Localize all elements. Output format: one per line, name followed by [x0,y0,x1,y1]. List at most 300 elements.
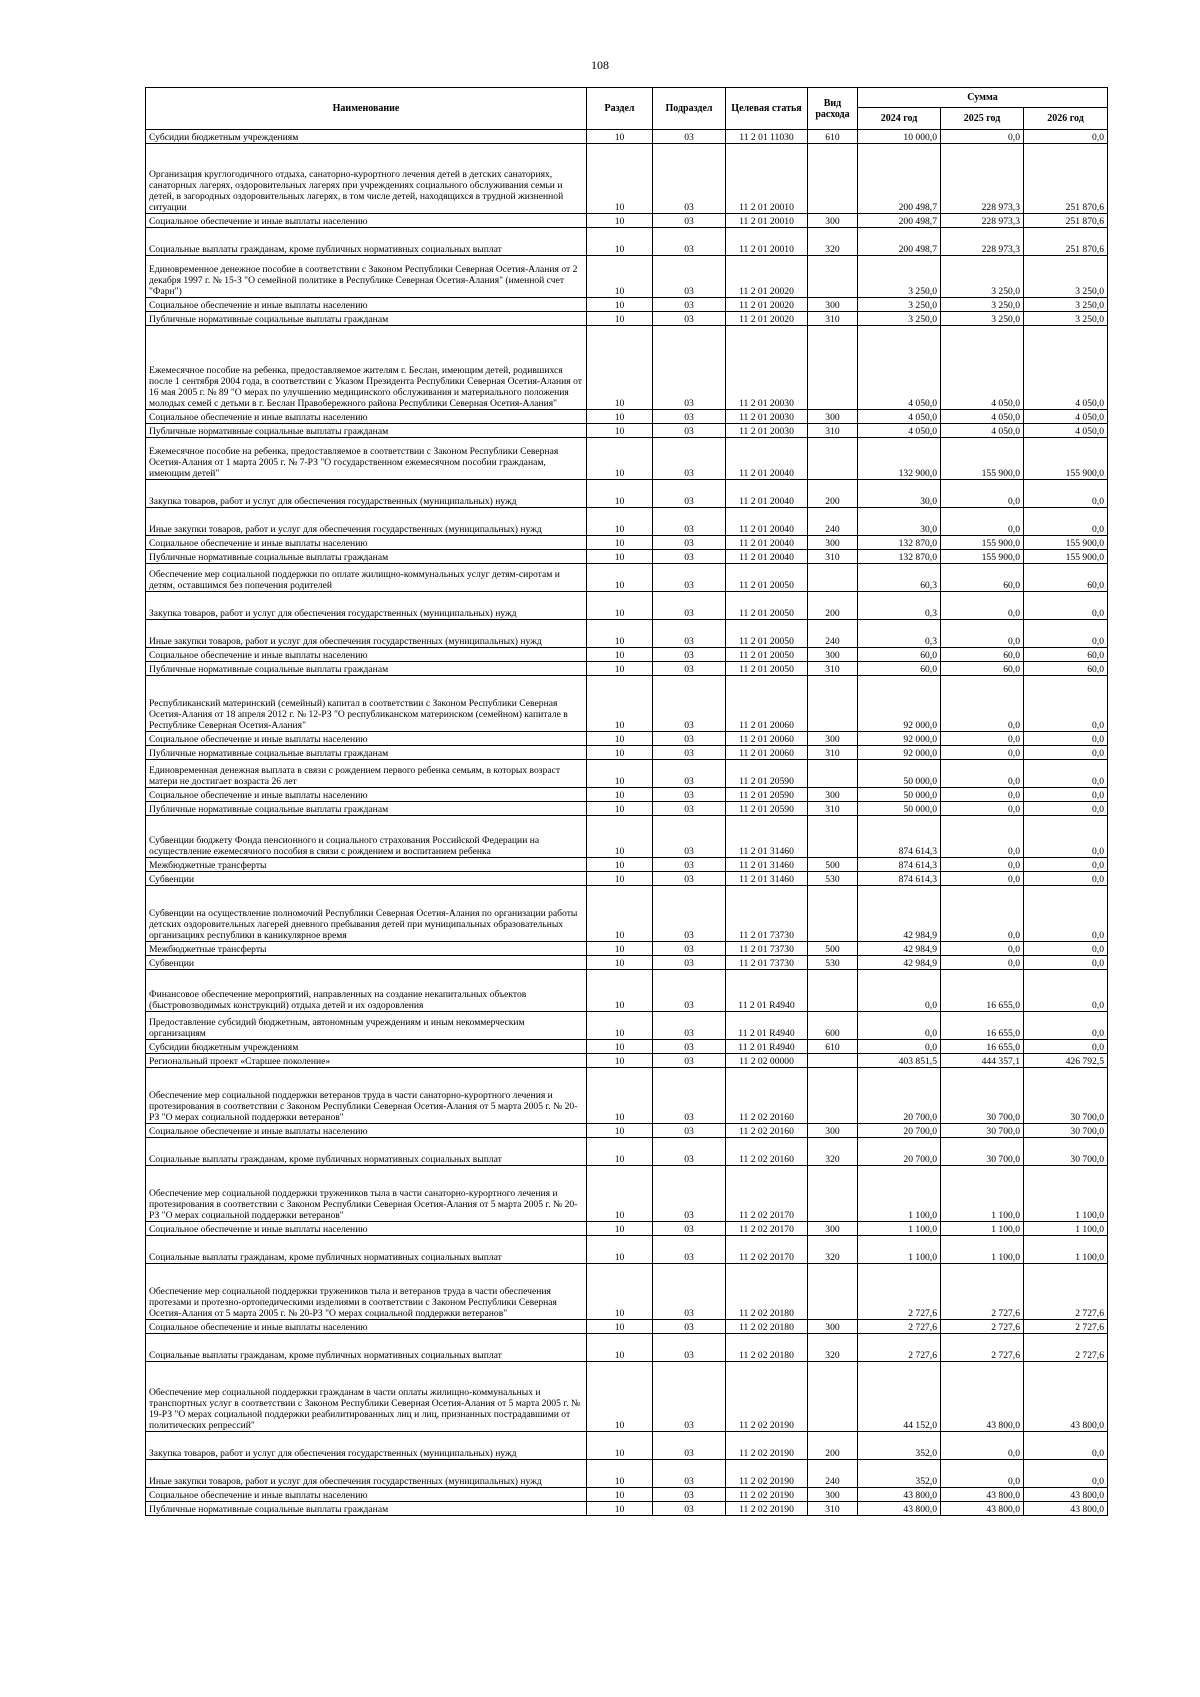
cell-target-article: 11 2 01 20590 [726,788,808,802]
cell-name: Обеспечение мер социальной поддержки тружеников тыла и ветеранов труда в части обеспечения протезами и протезно-ортопедическими изделиями в соответствии с Законом Республики Северная Осетия-Алания от 5 марта 2005 г. № 20-РЗ "О мерах социальной поддержки ветеранов" [146,1264,587,1320]
cell-expense-type: 300 [808,214,858,228]
cell-section: 10 [587,1502,653,1516]
cell-2024: 20 700,0 [858,1138,941,1166]
table-row [146,564,1108,592]
cell-target-article: 11 2 01 R4940 [726,1012,808,1040]
cell-name: Публичные нормативные социальные выплаты гражданам [146,550,587,564]
cell-2024: 10 000,0 [858,130,941,144]
cell-section: 10 [587,312,653,326]
cell-2024: 60,0 [858,662,941,676]
cell-2025: 1 100,0 [941,1236,1024,1264]
cell-2026: 43 800,0 [1024,1362,1108,1432]
cell-subsection: 03 [653,312,726,326]
cell-subsection: 03 [653,410,726,424]
header-expense-type: Вид расхода [808,88,858,130]
cell-expense-type [808,564,858,592]
cell-2026: 426 792,5 [1024,1054,1108,1068]
cell-section: 10 [587,214,653,228]
cell-name: Социальное обеспечение и иные выплаты населению [146,298,587,312]
cell-2025: 3 250,0 [941,256,1024,298]
cell-subsection: 03 [653,326,726,410]
cell-2024: 50 000,0 [858,760,941,788]
cell-2026: 43 800,0 [1024,1502,1108,1516]
table-row [146,788,1108,802]
cell-2024: 132 870,0 [858,536,941,550]
table-row [146,676,1108,732]
table-row [146,480,1108,508]
cell-target-article: 11 2 01 20010 [726,228,808,256]
cell-expense-type: 610 [808,1040,858,1054]
cell-name: Субвенции бюджету Фонда пенсионного и социального страхования Российской Федерации на осуществление ежемесячного пособия в связи с рождением и воспитанием ребенка [146,816,587,858]
cell-2026: 0,0 [1024,802,1108,816]
cell-section: 10 [587,480,653,508]
cell-subsection: 03 [653,1488,726,1502]
cell-target-article: 11 2 02 20160 [726,1138,808,1166]
cell-expense-type: 320 [808,1138,858,1166]
table-row [146,508,1108,536]
cell-2025: 30 700,0 [941,1138,1024,1166]
cell-subsection: 03 [653,1502,726,1516]
cell-expense-type: 300 [808,410,858,424]
cell-section: 10 [587,256,653,298]
cell-2025: 43 800,0 [941,1488,1024,1502]
table-row [146,1124,1108,1138]
cell-expense-type: 300 [808,298,858,312]
table-row [146,1334,1108,1362]
cell-2025: 60,0 [941,648,1024,662]
cell-2026: 0,0 [1024,732,1108,746]
cell-expense-type: 300 [808,788,858,802]
cell-2026: 0,0 [1024,760,1108,788]
cell-2026: 3 250,0 [1024,298,1108,312]
cell-2026: 0,0 [1024,886,1108,942]
cell-expense-type: 300 [808,648,858,662]
cell-2026: 2 727,6 [1024,1264,1108,1320]
cell-2025: 2 727,6 [941,1334,1024,1362]
cell-2025: 0,0 [941,760,1024,788]
cell-target-article: 11 2 01 20060 [726,676,808,732]
cell-subsection: 03 [653,438,726,480]
cell-section: 10 [587,970,653,1012]
cell-2024: 50 000,0 [858,802,941,816]
cell-target-article: 11 2 01 20050 [726,620,808,648]
cell-section: 10 [587,858,653,872]
cell-section: 10 [587,648,653,662]
cell-2025: 0,0 [941,872,1024,886]
cell-subsection: 03 [653,1054,726,1068]
cell-subsection: 03 [653,592,726,620]
cell-section: 10 [587,550,653,564]
cell-target-article: 11 2 01 20060 [726,746,808,760]
cell-section: 10 [587,508,653,536]
cell-subsection: 03 [653,1124,726,1138]
cell-expense-type: 310 [808,424,858,438]
cell-target-article: 11 2 01 20030 [726,326,808,410]
cell-2024: 60,0 [858,648,941,662]
cell-2024: 42 984,9 [858,942,941,956]
cell-2025: 0,0 [941,732,1024,746]
cell-2025: 0,0 [941,508,1024,536]
cell-2024: 42 984,9 [858,956,941,970]
cell-2025: 0,0 [941,592,1024,620]
cell-2025: 1 100,0 [941,1166,1024,1222]
cell-name: Республиканский материнский (семейный) капитал в соответствии с Законом Республики Северная Осетия-Алания от 18 апреля 2012 г. № 12-РЗ "О республиканском материнском (семейном) капитале в Республике Северная Осетия-Алания" [146,676,587,732]
cell-target-article: 11 2 01 20030 [726,410,808,424]
cell-2026: 0,0 [1024,620,1108,648]
cell-name: Организация круглогодичного отдыха, санаторно-курортного лечения детей в детских санаториях, санаторных лагерях, оздоровительных лагерях при учреждениях социального обслуживания семьи и детей, в загородных оздоровительных лагерях, в том числе детей, находящихся в трудной жизненной ситуации [146,144,587,214]
header-subsection: Подраздел [653,88,726,130]
cell-section: 10 [587,872,653,886]
cell-target-article: 11 2 01 20020 [726,298,808,312]
cell-name: Социальное обеспечение и иные выплаты населению [146,410,587,424]
cell-2025: 0,0 [941,942,1024,956]
cell-name: Публичные нормативные социальные выплаты гражданам [146,802,587,816]
cell-section: 10 [587,732,653,746]
cell-expense-type: 530 [808,872,858,886]
cell-2025: 0,0 [941,130,1024,144]
cell-target-article: 11 2 02 20180 [726,1264,808,1320]
cell-expense-type: 310 [808,802,858,816]
cell-2024: 30,0 [858,480,941,508]
cell-name: Иные закупки товаров, работ и услуг для обеспечения государственных (муниципальных) нужд [146,1460,587,1488]
cell-target-article: 11 2 01 73730 [726,886,808,942]
cell-expense-type: 320 [808,228,858,256]
cell-target-article: 11 2 01 20010 [726,214,808,228]
cell-section: 10 [587,956,653,970]
cell-target-article: 11 2 02 00000 [726,1054,808,1068]
cell-2024: 0,3 [858,620,941,648]
cell-2025: 2 727,6 [941,1320,1024,1334]
table-row [146,802,1108,816]
cell-target-article: 11 2 01 20020 [726,312,808,326]
cell-2024: 352,0 [858,1460,941,1488]
cell-name: Обеспечение мер социальной поддержки тружеников тыла в части санаторно-курортного лечения и протезирования в соответствии с Законом Республики Северная Осетия-Алания от 5 марта 2005 г. № 20-РЗ "О мерах социальной поддержки ветеранов" [146,1166,587,1222]
cell-name: Обеспечение мер социальной поддержки гражданам в части оплаты жилищно-коммунальных и транспортных услуг в соответствии с Законом Республики Северная Осетия-Алания от 5 марта 2005 г. № 19-РЗ "О мерах социальной поддержки реабилитированных лиц и лиц, признанных пострадавшими от политических репрессий" [146,1362,587,1432]
cell-2025: 155 900,0 [941,536,1024,550]
cell-section: 10 [587,1320,653,1334]
table-row [146,326,1108,410]
cell-subsection: 03 [653,1166,726,1222]
cell-2026: 0,0 [1024,676,1108,732]
cell-target-article: 11 2 02 20180 [726,1320,808,1334]
cell-subsection: 03 [653,130,726,144]
table-row [146,662,1108,676]
cell-section: 10 [587,788,653,802]
cell-expense-type [808,886,858,942]
header-name: Наименование [146,88,587,130]
cell-2026: 0,0 [1024,130,1108,144]
table-row [146,1320,1108,1334]
cell-2026: 4 050,0 [1024,410,1108,424]
table-row [146,228,1108,256]
cell-2024: 3 250,0 [858,298,941,312]
cell-name: Публичные нормативные социальные выплаты гражданам [146,746,587,760]
cell-subsection: 03 [653,536,726,550]
cell-section: 10 [587,564,653,592]
cell-target-article: 11 2 02 20160 [726,1124,808,1138]
cell-subsection: 03 [653,970,726,1012]
cell-subsection: 03 [653,1040,726,1054]
cell-2026: 3 250,0 [1024,312,1108,326]
cell-target-article: 11 2 02 20190 [726,1432,808,1460]
cell-subsection: 03 [653,508,726,536]
cell-section: 10 [587,886,653,942]
cell-subsection: 03 [653,802,726,816]
cell-2026: 43 800,0 [1024,1488,1108,1502]
cell-target-article: 11 2 02 20190 [726,1362,808,1432]
table-row [146,816,1108,858]
cell-target-article: 11 2 02 20170 [726,1236,808,1264]
table-row [146,592,1108,620]
cell-2026: 0,0 [1024,942,1108,956]
cell-name: Межбюджетные трансферты [146,858,587,872]
cell-2024: 132 900,0 [858,438,941,480]
cell-name: Социальное обеспечение и иные выплаты населению [146,648,587,662]
cell-section: 10 [587,942,653,956]
cell-2026: 60,0 [1024,662,1108,676]
cell-2026: 3 250,0 [1024,256,1108,298]
table-row [146,1502,1108,1516]
cell-section: 10 [587,802,653,816]
cell-section: 10 [587,592,653,620]
cell-target-article: 11 2 01 20020 [726,256,808,298]
cell-2024: 132 870,0 [858,550,941,564]
cell-subsection: 03 [653,788,726,802]
cell-name: Социальное обеспечение и иные выплаты населению [146,214,587,228]
cell-2026: 0,0 [1024,858,1108,872]
cell-2025: 0,0 [941,746,1024,760]
cell-section: 10 [587,326,653,410]
cell-target-article: 11 2 01 20040 [726,536,808,550]
table-row [146,550,1108,564]
header-year-2024: 2024 год [858,108,941,130]
cell-expense-type [808,1264,858,1320]
cell-2024: 874 614,3 [858,816,941,858]
cell-subsection: 03 [653,1320,726,1334]
cell-2025: 43 800,0 [941,1502,1024,1516]
cell-name: Иные закупки товаров, работ и услуг для обеспечения государственных (муниципальных) нужд [146,620,587,648]
header-section: Раздел [587,88,653,130]
cell-name: Единовременное денежное пособие в соответствии с Законом Республики Северная Осетия-Алания от 2 декабря 1997 г. № 15-З "О семейной политике в Республике Северная Осетия-Алания" (именной счет "Фарн") [146,256,587,298]
cell-section: 10 [587,676,653,732]
table-row [146,1054,1108,1068]
cell-2025: 0,0 [941,788,1024,802]
cell-target-article: 11 2 01 73730 [726,956,808,970]
cell-target-article: 11 2 01 20590 [726,802,808,816]
cell-2025: 16 655,0 [941,970,1024,1012]
cell-2025: 60,0 [941,662,1024,676]
table-row [146,1012,1108,1040]
table-row [146,214,1108,228]
cell-expense-type: 500 [808,858,858,872]
cell-target-article: 11 2 02 20190 [726,1460,808,1488]
cell-expense-type: 600 [808,1012,858,1040]
cell-2026: 0,0 [1024,1040,1108,1054]
cell-expense-type: 310 [808,312,858,326]
cell-2025: 3 250,0 [941,312,1024,326]
table-row [146,1138,1108,1166]
cell-section: 10 [587,1054,653,1068]
cell-subsection: 03 [653,816,726,858]
cell-2024: 3 250,0 [858,256,941,298]
cell-2025: 0,0 [941,1432,1024,1460]
cell-2025: 155 900,0 [941,438,1024,480]
cell-2024: 352,0 [858,1432,941,1460]
cell-2024: 43 800,0 [858,1488,941,1502]
cell-2025: 4 050,0 [941,410,1024,424]
cell-name: Предоставление субсидий бюджетным, автономным учреждениям и иным некоммерческим организациям [146,1012,587,1040]
cell-section: 10 [587,1362,653,1432]
cell-target-article: 11 2 01 20040 [726,438,808,480]
cell-2026: 0,0 [1024,956,1108,970]
cell-subsection: 03 [653,1362,726,1432]
cell-2024: 92 000,0 [858,732,941,746]
table-row [146,648,1108,662]
table-row [146,438,1108,480]
cell-subsection: 03 [653,1432,726,1460]
cell-name: Закупка товаров, работ и услуг для обеспечения государственных (муниципальных) нужд [146,592,587,620]
cell-2025: 30 700,0 [941,1068,1024,1124]
cell-2024: 0,0 [858,1012,941,1040]
cell-2024: 200 498,7 [858,214,941,228]
cell-2025: 4 050,0 [941,326,1024,410]
cell-expense-type [808,1362,858,1432]
table-body [146,130,1108,1516]
cell-expense-type: 320 [808,1334,858,1362]
table-row [146,1040,1108,1054]
cell-2024: 4 050,0 [858,410,941,424]
table-row [146,1166,1108,1222]
cell-subsection: 03 [653,214,726,228]
table-row [146,746,1108,760]
cell-name: Субсидии бюджетным учреждениям [146,1040,587,1054]
cell-2025: 0,0 [941,886,1024,942]
cell-expense-type: 240 [808,508,858,536]
cell-subsection: 03 [653,620,726,648]
header-year-2026: 2026 год [1024,108,1108,130]
cell-subsection: 03 [653,872,726,886]
cell-2026: 0,0 [1024,872,1108,886]
cell-subsection: 03 [653,648,726,662]
cell-2025: 2 727,6 [941,1264,1024,1320]
table-row [146,130,1108,144]
cell-2024: 30,0 [858,508,941,536]
cell-name: Ежемесячное пособие на ребенка, предоставляемое жителям г. Беслан, имеющим детей, родившихся после 1 сентября 2004 года, в соответствии с Указом Президента Республики Северная Осетия-Алания от 16 мая 2005 г. № 89 "О мерах по улучшению медицинского обслуживания и материального положения молодых семей с детьми в г. Беслан Правобережного района Республики Северная Осетия-Алания" [146,326,587,410]
cell-2026: 1 100,0 [1024,1166,1108,1222]
cell-subsection: 03 [653,144,726,214]
cell-name: Субвенции на осуществление полномочий Республики Северная Осетия-Алания по организации работы детских оздоровительных лагерей дневного пребывания детей при муниципальных образовательных организациях республики в каникулярное время [146,886,587,942]
cell-target-article: 11 2 01 11030 [726,130,808,144]
cell-target-article: 11 2 01 31460 [726,816,808,858]
cell-target-article: 11 2 01 20050 [726,564,808,592]
cell-target-article: 11 2 02 20190 [726,1502,808,1516]
cell-2025: 0,0 [941,858,1024,872]
cell-2024: 1 100,0 [858,1166,941,1222]
budget-table [145,87,1108,1516]
cell-target-article: 11 2 01 20010 [726,144,808,214]
cell-name: Субсидии бюджетным учреждениям [146,130,587,144]
cell-2025: 155 900,0 [941,550,1024,564]
cell-2025: 0,0 [941,802,1024,816]
cell-name: Социальные выплаты гражданам, кроме публичных нормативных социальных выплат [146,1236,587,1264]
table-row [146,872,1108,886]
table-row [146,858,1108,872]
cell-2024: 2 727,6 [858,1264,941,1320]
cell-name: Ежемесячное пособие на ребенка, предоставляемое в соответствии с Законом Республики Северная Осетия-Алания от 1 марта 2005 г. № 7-РЗ "О государственном ежемесячном пособии гражданам, имеющим детей" [146,438,587,480]
cell-name: Публичные нормативные социальные выплаты гражданам [146,1502,587,1516]
cell-2026: 1 100,0 [1024,1222,1108,1236]
cell-name: Социальное обеспечение и иные выплаты населению [146,732,587,746]
cell-subsection: 03 [653,760,726,788]
cell-target-article: 11 2 02 20160 [726,1068,808,1124]
cell-expense-type [808,676,858,732]
cell-2025: 1 100,0 [941,1222,1024,1236]
table-row [146,144,1108,214]
cell-2026: 0,0 [1024,592,1108,620]
cell-2024: 403 851,5 [858,1054,941,1068]
cell-subsection: 03 [653,1236,726,1264]
cell-section: 10 [587,298,653,312]
cell-target-article: 11 2 01 31460 [726,872,808,886]
cell-expense-type: 200 [808,480,858,508]
cell-2026: 0,0 [1024,746,1108,760]
cell-2024: 3 250,0 [858,312,941,326]
cell-name: Социальное обеспечение и иные выплаты населению [146,1222,587,1236]
cell-name: Субвенции [146,872,587,886]
cell-section: 10 [587,1460,653,1488]
cell-name: Обеспечение мер социальной поддержки по оплате жилищно-коммунальных услуг детям-сиротам и детям, оставшимся без попечения родителей [146,564,587,592]
cell-2024: 2 727,6 [858,1334,941,1362]
cell-expense-type [808,438,858,480]
cell-target-article: 11 2 01 20040 [726,480,808,508]
cell-name: Социальные выплаты гражданам, кроме публичных нормативных социальных выплат [146,228,587,256]
table-row [146,256,1108,298]
cell-section: 10 [587,760,653,788]
cell-expense-type: 300 [808,1222,858,1236]
cell-expense-type [808,326,858,410]
cell-expense-type: 530 [808,956,858,970]
table-row [146,732,1108,746]
cell-section: 10 [587,1488,653,1502]
table-row [146,620,1108,648]
cell-expense-type: 310 [808,1502,858,1516]
cell-expense-type: 320 [808,1236,858,1264]
cell-2025: 3 250,0 [941,298,1024,312]
cell-2025: 0,0 [941,676,1024,732]
cell-2025: 444 357,1 [941,1054,1024,1068]
cell-expense-type [808,144,858,214]
cell-name: Публичные нормативные социальные выплаты гражданам [146,662,587,676]
table-row [146,1222,1108,1236]
cell-name: Субвенции [146,956,587,970]
cell-section: 10 [587,536,653,550]
cell-2024: 0,3 [858,592,941,620]
cell-2025: 16 655,0 [941,1040,1024,1054]
cell-2025: 0,0 [941,1460,1024,1488]
table-row [146,1432,1108,1460]
table-row [146,1068,1108,1124]
cell-subsection: 03 [653,858,726,872]
cell-expense-type: 310 [808,662,858,676]
cell-target-article: 11 2 01 20050 [726,648,808,662]
cell-section: 10 [587,1264,653,1320]
cell-section: 10 [587,662,653,676]
cell-2026: 155 900,0 [1024,438,1108,480]
cell-section: 10 [587,746,653,760]
cell-target-article: 11 2 02 20170 [726,1222,808,1236]
cell-name: Социальное обеспечение и иные выплаты населению [146,1488,587,1502]
cell-subsection: 03 [653,942,726,956]
